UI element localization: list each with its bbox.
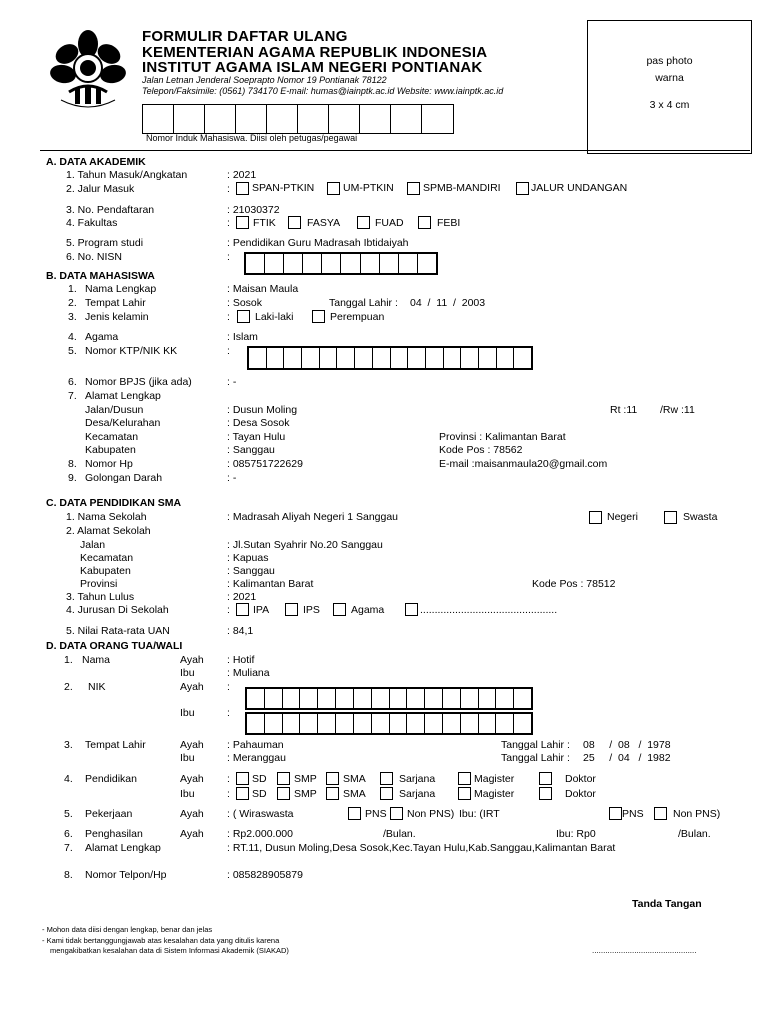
checkbox-swasta[interactable] [664, 511, 677, 524]
label-tahun-lulus: 3. Tahun Lulus [66, 591, 135, 603]
ministry-name: KEMENTERIAN AGAMA REPUBLIK INDONESIA [142, 44, 488, 61]
num: 3. [68, 311, 77, 323]
label-fakultas: 4. Fakultas [66, 217, 118, 229]
num: 4. [68, 331, 77, 343]
option-um-ptkin: UM-PTKIN [343, 182, 394, 194]
option-magister: Magister [474, 773, 515, 785]
label-pendidikan: Pendidikan [85, 773, 137, 785]
value-nomor-hp: : 085751722629 [227, 458, 303, 470]
colon: : [227, 707, 230, 719]
value-jalan-dusun: : Dusun Moling [227, 404, 298, 416]
label-nik: Nomor KTP/NIK KK [85, 345, 178, 357]
label-program-studi: 5. Program studi [66, 237, 144, 249]
option-ips: IPS [303, 604, 320, 616]
option-spmb-mandiri: SPMB-MANDIRI [423, 182, 501, 194]
checkbox-ibu-non-pns[interactable] [654, 807, 667, 820]
label-jenis-kelamin: Jenis kelamin [85, 311, 149, 323]
label-alamat-sekolah: 2. Alamat Sekolah [66, 525, 151, 537]
section-c-title: C. DATA PENDIDIKAN SMA [46, 497, 182, 509]
note-3: mengakibatkan kesalahan data di Sistem Informasi Akademik (SIAKAD) [50, 946, 289, 955]
value-tempat-lahir: : Sosok [227, 297, 263, 309]
checkbox-span-ptkin[interactable] [236, 182, 249, 195]
checkbox-laki-laki[interactable] [237, 310, 250, 323]
num: 8. [64, 869, 73, 881]
checkbox-fuad[interactable] [357, 216, 370, 229]
option-jalur-undangan: JALUR UNDANGAN [531, 182, 628, 194]
value-kabupaten: : Sanggau [227, 444, 275, 456]
nisn-grid[interactable] [244, 252, 438, 275]
checkbox-ftik[interactable] [236, 216, 249, 229]
label-ayah: Ayah [180, 828, 204, 840]
value-penghasilan-ayah: : Rp2.000.000 [227, 828, 293, 840]
value-rw: /Rw :11 [660, 404, 695, 416]
form-title: FORMULIR DAFTAR ULANG [142, 28, 348, 45]
option-sd: SD [252, 788, 267, 800]
num: 2. [64, 681, 73, 693]
num: 7. [68, 390, 77, 402]
label-tanggal-lahir: Tanggal Lahir : [501, 739, 570, 751]
option-sd: SD [252, 773, 267, 785]
label-ibu: Ibu [180, 788, 195, 800]
option-smp: SMP [294, 788, 317, 800]
num: 8. [68, 458, 77, 470]
colon: : [227, 604, 230, 616]
label-ayah: Ayah [180, 681, 204, 693]
photo-label-2: warna [655, 72, 684, 84]
checkbox-ayah-non-pns[interactable] [390, 807, 403, 820]
num: 5. [64, 808, 73, 820]
label-kabupaten: Kabupaten [85, 444, 136, 456]
label-bpjs: Nomor BPJS (jika ada) [85, 376, 192, 388]
value-kode-pos: Kode Pos : 78562 [439, 444, 523, 456]
label-tanggal-lahir: Tanggal Lahir : [329, 297, 398, 309]
value-no-pendaftaran: : 21030372 [227, 204, 280, 216]
value-tanggal-lahir-ibu: 25 / 04 / 1982 [583, 752, 671, 764]
option-ftik: FTIK [253, 217, 276, 229]
checkbox-ips[interactable] [285, 603, 298, 616]
label-kecamatan: Kecamatan [85, 431, 139, 443]
label-alamat: Alamat Lengkap [85, 390, 161, 402]
value-tanggal-lahir: 04 / 11 / 2003 [410, 297, 486, 309]
checkbox-ayah-pns[interactable] [348, 807, 361, 820]
checkbox-febi[interactable] [418, 216, 431, 229]
label-ibu: Ibu [180, 667, 195, 679]
checkbox-ayah-sarjana[interactable] [380, 772, 393, 785]
label-ayah: Ayah [180, 808, 204, 820]
num: 1. [64, 654, 73, 666]
checkbox-lainnya[interactable] [405, 603, 418, 616]
checkbox-spmb-mandiri[interactable] [407, 182, 420, 195]
label-tanggal-lahir: Tanggal Lahir : [501, 752, 570, 764]
option-non-pns: Non PNS) [407, 808, 455, 820]
label-tempat-lahir: Tempat Lahir [85, 297, 146, 309]
checkbox-um-ptkin[interactable] [327, 182, 340, 195]
value-pekerjaan-ibu: Ibu: (IRT [459, 808, 500, 820]
label-bulan: /Bulan. [678, 828, 711, 840]
option-lainnya: ............................................... [420, 604, 558, 616]
option-sarjana: Sarjana [399, 773, 436, 785]
checkbox-ipa[interactable] [236, 603, 249, 616]
checkbox-ibu-sma[interactable] [326, 787, 339, 800]
checkbox-ibu-sd[interactable] [236, 787, 249, 800]
checkbox-agama[interactable] [333, 603, 346, 616]
label-pekerjaan: Pekerjaan [85, 808, 133, 820]
photo-box [587, 20, 752, 154]
option-laki-laki: Laki-laki [255, 311, 294, 323]
option-non-pns: Non PNS) [673, 808, 721, 820]
num: 9. [68, 472, 77, 484]
label-agama: Agama [85, 331, 119, 343]
option-span-ptkin: SPAN-PTKIN [252, 182, 315, 194]
checkbox-ayah-doktor[interactable] [539, 772, 552, 785]
colon: : [227, 217, 230, 229]
label-ibu: Ibu [180, 752, 195, 764]
option-smp: SMP [294, 773, 317, 785]
colon: : [227, 788, 230, 800]
value-nilai-uan: : 84,1 [227, 625, 254, 637]
label-alamat-ortu: Alamat Lengkap [85, 842, 161, 854]
num: 2. [68, 297, 77, 309]
nim-caption: Nomor Induk Mahasiswa. Diisi oleh petugas/pegawai [146, 133, 358, 143]
option-pns: PNS [365, 808, 387, 820]
value-jalan: : Jl.Sutan Syahrir No.20 Sanggau [227, 539, 383, 551]
num: 5. [68, 345, 77, 357]
num: 6. [64, 828, 73, 840]
label-tahun-masuk: 1. Tahun Masuk/Angkatan [66, 169, 188, 181]
colon: : [227, 311, 230, 323]
nik-ayah-grid[interactable] [245, 687, 533, 710]
option-sma: SMA [343, 773, 366, 785]
note-1: - Mohon data diisi dengan lengkap, benar dan jelas [42, 925, 213, 934]
label-nama-ortu: Nama [82, 654, 111, 666]
value-nama-sekolah: : Madrasah Aliyah Negeri 1 Sanggau [227, 511, 399, 523]
value-tahun-masuk: : 2021 [227, 169, 257, 181]
checkbox-jalur-undangan[interactable] [516, 182, 529, 195]
label-ibu: Ibu [180, 707, 195, 719]
signature-line: ............................................... [592, 946, 697, 955]
label-jurusan: 4. Jurusan Di Sekolah [66, 604, 169, 616]
value-provinsi: Provinsi : Kalimantan Barat [439, 431, 566, 443]
label-golongan-darah: Golongan Darah [85, 472, 163, 484]
nik-ibu-grid[interactable] [245, 712, 533, 735]
option-pns: PNS [622, 808, 644, 820]
label-no-pendaftaran: 3. No. Pendaftaran [66, 204, 155, 216]
label-jalur-masuk: 2. Jalur Masuk [66, 183, 135, 195]
label-jalan: Jalan [80, 539, 106, 551]
label-kecamatan: Kecamatan [80, 552, 134, 564]
option-perempuan: Perempuan [330, 311, 385, 323]
value-golongan-darah: : - [227, 472, 237, 484]
value-penghasilan-ibu: Ibu: Rp0 [556, 828, 596, 840]
checkbox-fasya[interactable] [288, 216, 301, 229]
value-kecamatan: : Tayan Hulu [227, 431, 286, 443]
label-telpon-ortu: Nomor Telpon/Hp [85, 869, 167, 881]
value-tahun-lulus: : 2021 [227, 591, 257, 603]
checkbox-ibu-doktor[interactable] [539, 787, 552, 800]
label-nama-lengkap: Nama Lengkap [85, 283, 157, 295]
num: 6. [68, 376, 77, 388]
value-desa: : Desa Sosok [227, 417, 290, 429]
num: 7. [64, 842, 73, 854]
checkbox-ayah-smp[interactable] [277, 772, 290, 785]
value-nama-ibu: : Muliana [227, 667, 270, 679]
institute-address: Jalan Letnan Jenderal Soeprapto Nomor 19 Pontianak 78122 [142, 75, 387, 85]
header-divider [40, 150, 750, 151]
colon: : [227, 183, 230, 195]
photo-label-1: pas photo [646, 55, 693, 67]
option-doktor: Doktor [565, 773, 596, 785]
checkbox-ayah-sd[interactable] [236, 772, 249, 785]
value-tempat-lahir-ayah: : Pahauman [227, 739, 284, 751]
value-pekerjaan-ayah: : ( Wiraswasta [227, 808, 294, 820]
note-2: - Kami tidak bertanggungjawab atas kesalahan data yang ditulis karena [42, 936, 280, 945]
label-nik-ortu: NIK [88, 681, 106, 693]
value-agama: : Islam [227, 331, 258, 343]
value-telpon-ortu: : 085828905879 [227, 869, 303, 881]
label-tempat-lahir-ortu: Tempat Lahir [85, 739, 146, 751]
value-kabupaten: : Sanggau [227, 565, 275, 577]
checkbox-perempuan[interactable] [312, 310, 325, 323]
value-tempat-lahir-ibu: : Meranggau [227, 752, 286, 764]
option-swasta: Swasta [683, 511, 718, 523]
option-febi: FEBI [437, 217, 461, 229]
checkbox-ayah-magister[interactable] [458, 772, 471, 785]
checkbox-ibu-pns[interactable] [609, 807, 622, 820]
label-bulan: /Bulan. [383, 828, 416, 840]
section-b-title: B. DATA MAHASISWA [46, 270, 155, 282]
option-sma: SMA [343, 788, 366, 800]
option-fuad: FUAD [375, 217, 404, 229]
value-alamat-ortu: : RT.11, Dusun Moling,Desa Sosok,Kec.Tayan Hulu,Kab.Sanggau,Kalimantan Barat [227, 842, 616, 854]
institute-name: INSTITUT AGAMA ISLAM NEGERI PONTIANAK [142, 59, 483, 76]
section-a-title: A. DATA AKADEMIK [46, 156, 146, 168]
nim-grid[interactable] [142, 104, 454, 134]
checkbox-ibu-magister[interactable] [458, 787, 471, 800]
label-nama-sekolah: 1. Nama Sekolah [66, 511, 147, 523]
colon: : [227, 345, 230, 357]
colon: : [227, 773, 230, 785]
checkbox-ibu-sarjana[interactable] [380, 787, 393, 800]
num: 1. [68, 283, 77, 295]
option-doktor: Doktor [565, 788, 596, 800]
value-program-studi: : Pendidikan Guru Madrasah Ibtidaiyah [227, 237, 409, 249]
option-negeri: Negeri [607, 511, 638, 523]
option-fasya: FASYA [307, 217, 341, 229]
value-rt: Rt :11 [610, 404, 638, 416]
checkbox-negeri[interactable] [589, 511, 602, 524]
institute-contact: Telepon/Faksimile: (0561) 734170 E-mail: humas@iainptk.ac.id Website: www.iainptk.ac.id [142, 86, 504, 96]
value-email: E-mail :maisanmaula20@gmail.com [439, 458, 608, 470]
option-sarjana: Sarjana [399, 788, 436, 800]
value-bpjs: : - [227, 376, 237, 388]
option-agama: Agama [351, 604, 385, 616]
option-magister: Magister [474, 788, 515, 800]
value-provinsi: : Kalimantan Barat [227, 578, 314, 590]
nik-grid[interactable] [247, 346, 533, 370]
signature-label: Tanda Tangan [632, 898, 702, 910]
label-desa: Desa/Kelurahan [85, 417, 161, 429]
section-d-title: D. DATA ORANG TUA/WALI [46, 640, 183, 652]
value-tanggal-lahir-ayah: 08 / 08 / 1978 [583, 739, 671, 751]
num: 3. [64, 739, 73, 751]
label-provinsi: Provinsi [80, 578, 118, 590]
checkbox-ayah-sma[interactable] [326, 772, 339, 785]
value-kode-pos: Kode Pos : 78512 [532, 578, 616, 590]
iain-pontianak-logo [45, 28, 131, 114]
photo-label-3: 3 x 4 cm [649, 99, 690, 111]
label-kabupaten: Kabupaten [80, 565, 131, 577]
option-ipa: IPA [253, 604, 270, 616]
label-nilai-uan: 5. Nilai Rata-rata UAN [66, 625, 170, 637]
label-ayah: Ayah [180, 739, 204, 751]
label-nomor-hp: Nomor Hp [85, 458, 133, 470]
value-nama-lengkap: : Maisan Maula [227, 283, 299, 295]
colon: : [227, 681, 230, 693]
label-ayah: Ayah [180, 654, 204, 666]
label-jalan-dusun: Jalan/Dusun [85, 404, 144, 416]
colon: : [227, 251, 230, 263]
label-penghasilan: Penghasilan [85, 828, 143, 840]
label-nisn: 6. No. NISN [66, 251, 123, 263]
checkbox-ibu-smp[interactable] [277, 787, 290, 800]
value-kecamatan: : Kapuas [227, 552, 269, 564]
value-nama-ayah: : Hotif [227, 654, 255, 666]
label-ayah: Ayah [180, 773, 204, 785]
num: 4. [64, 773, 73, 785]
